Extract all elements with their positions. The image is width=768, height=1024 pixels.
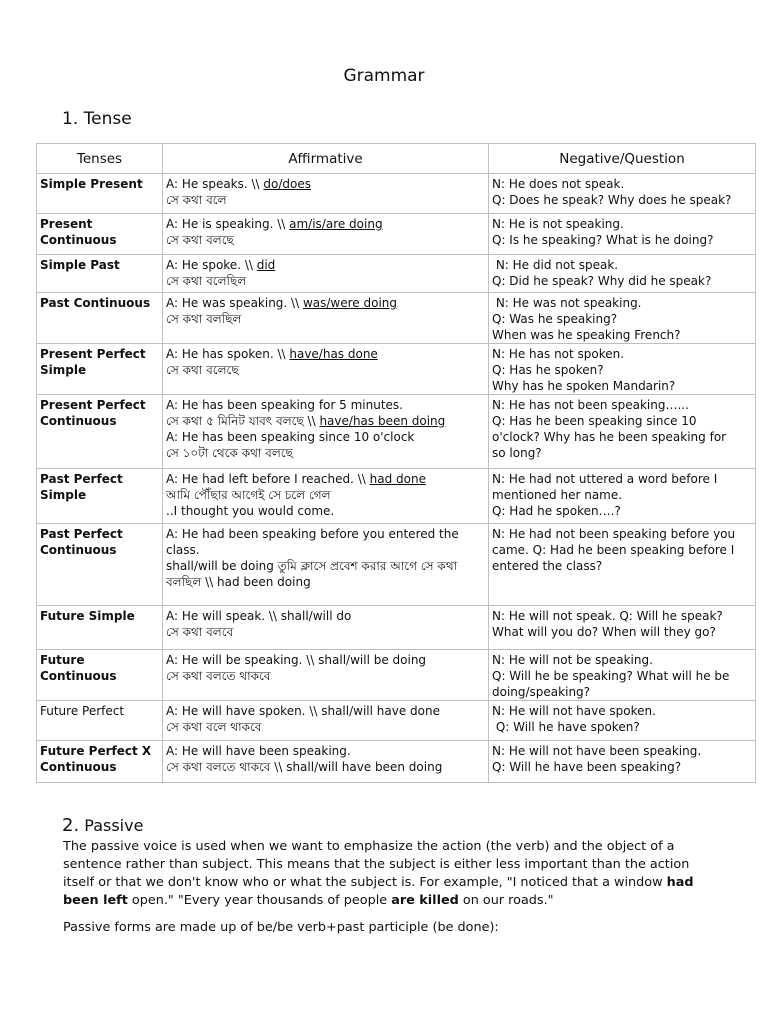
tense-name-cell	[37, 701, 163, 741]
table-header-row	[37, 144, 756, 174]
tense-name-cell	[37, 293, 163, 344]
affirmative-text: বলছিল \\ had been doing	[166, 575, 311, 589]
negative-question-cell	[489, 293, 756, 344]
affirmative-line	[166, 703, 485, 719]
negative-question-line: Q: Does he speak? Why does he speak?	[492, 193, 732, 207]
negative-question-line: Q: Has he been speaking since 10	[492, 414, 697, 428]
negative-question-line: Q: Was he speaking?	[492, 312, 618, 326]
affirmative-text: A: He had left before I reached. \\	[166, 472, 370, 486]
affirmative-line	[166, 719, 485, 735]
affirmative-cell	[163, 606, 489, 650]
negative-question-line: doing/speaking?	[492, 685, 591, 699]
affirmative-line	[166, 542, 485, 558]
table-row	[37, 650, 756, 701]
affirmative-text: A: He was speaking. \\	[166, 296, 303, 310]
tense-name: Past Continuous	[40, 296, 151, 310]
negative-question-line: Q: Had he spoken….?	[492, 504, 621, 518]
tense-name-cell	[37, 255, 163, 293]
verb-form-underlined: am/is/are doing	[289, 217, 383, 231]
table-row	[37, 293, 756, 344]
affirmative-text: A: He has been speaking for 5 minutes.	[166, 398, 403, 412]
affirmative-text: A: He is speaking. \\	[166, 217, 290, 231]
affirmative-text: ..I thought you would come.	[166, 504, 335, 518]
affirmative-cell	[163, 344, 489, 395]
table-row	[37, 741, 756, 783]
tense-name: Past Perfect	[40, 527, 123, 541]
affirmative-text: সে কথা বলে	[166, 193, 227, 207]
affirmative-cell	[163, 214, 489, 255]
affirmative-line	[166, 624, 485, 640]
negative-question-line: N: He had not been speaking before you	[492, 527, 736, 541]
affirmative-line	[166, 668, 485, 684]
affirmative-cell	[163, 174, 489, 214]
affirmative-line	[166, 176, 485, 192]
affirmative-cell	[163, 741, 489, 783]
negative-question-line: Why has he spoken Mandarin?	[492, 379, 676, 393]
tense-name: Present Perfect	[40, 398, 146, 412]
tense-name-cell	[37, 344, 163, 395]
negative-question-cell	[489, 701, 756, 741]
tense-name-cell	[37, 214, 163, 255]
tense-name: Present Perfect	[40, 347, 146, 361]
negative-question-line: Q: Has he spoken?	[492, 363, 604, 377]
affirmative-text: A: He will have spoken. \\ shall/will have done	[166, 704, 440, 718]
passive-paragraph	[63, 838, 713, 910]
affirmative-line	[166, 311, 485, 327]
negative-question-cell	[489, 524, 756, 606]
affirmative-cell	[163, 293, 489, 344]
affirmative-text: A: He has been speaking since 10 o'clock	[166, 430, 415, 444]
affirmative-text: A: He had been speaking before you entered the	[166, 527, 459, 541]
negative-question-line: Q: Is he speaking? What is he doing?	[492, 233, 714, 247]
affirmative-line	[166, 192, 485, 208]
negative-question-line: N: He will not be speaking.	[492, 653, 653, 667]
affirmative-line	[166, 257, 485, 273]
passive-text: on our roads."	[458, 893, 554, 908]
negative-question-line: N: He had not uttered a word before I	[492, 472, 718, 486]
tense-name: Simple Past	[40, 258, 120, 272]
section-number: 2.	[62, 815, 80, 836]
negative-question-line: Q: Did he speak? Why did he speak?	[492, 274, 712, 288]
negative-question-line: came. Q: Had he been speaking before I	[492, 543, 735, 557]
negative-question-line: Q: Will he have been speaking?	[492, 760, 682, 774]
negative-question-cell	[489, 606, 756, 650]
verb-form-underlined: do/does	[263, 177, 312, 191]
table-row	[37, 524, 756, 606]
negative-question-line: N: He does not speak.	[492, 177, 625, 191]
negative-question-cell	[489, 395, 756, 469]
affirmative-text: A: He speaks. \\	[166, 177, 264, 191]
affirmative-cell	[163, 255, 489, 293]
affirmative-line	[166, 445, 485, 461]
negative-question-line: N: He will not have been speaking.	[492, 744, 702, 758]
negative-question-line: N: He will not have spoken.	[492, 704, 656, 718]
table-row	[37, 701, 756, 741]
passive-text: open." "Every year thousands of people	[127, 893, 392, 908]
passive-text: The passive voice is used when we want to emphasize the action (the verb) and the object of a sentence rather than subject. This means that the subject is either less important than the action itself or that we don't know who or what the subject is. For example, "I noticed that a window	[63, 839, 690, 890]
affirmative-line	[166, 216, 485, 232]
affirmative-cell	[163, 701, 489, 741]
affirmative-cell	[163, 650, 489, 701]
tense-name-cell	[37, 174, 163, 214]
tense-name: Future Continuous	[40, 653, 117, 683]
passive-bold-example: had been left	[63, 875, 694, 908]
passive-form-paragraph: Passive forms are made up of be/be verb+past participle (be done):	[63, 920, 499, 935]
affirmative-line	[166, 413, 485, 429]
negative-question-cell	[489, 650, 756, 701]
verb-form-underlined: was/were doing	[302, 296, 397, 310]
tense-name-cell	[37, 469, 163, 524]
tense-table	[36, 143, 756, 783]
tense-name-cell	[37, 741, 163, 783]
affirmative-line	[166, 608, 485, 624]
passive-bold-example: are killed	[391, 893, 459, 908]
affirmative-line	[166, 295, 485, 311]
affirmative-text: সে কথা বলছে	[166, 233, 234, 247]
negative-question-line: Q: Will he have spoken?	[492, 720, 640, 734]
tense-name: Simple	[40, 363, 87, 377]
tense-name-cell	[37, 650, 163, 701]
affirmative-text: A: He spoke. \\	[166, 258, 257, 272]
affirmative-line	[166, 652, 485, 668]
negative-question-cell	[489, 469, 756, 524]
negative-question-line: What will you do? When will they go?	[492, 625, 716, 639]
tense-name: Present	[40, 217, 93, 231]
verb-form-underlined: had done	[369, 472, 426, 486]
affirmative-line	[166, 346, 485, 362]
negative-question-line: Q: Will he be speaking? What will he be	[492, 669, 730, 683]
tense-name-cell	[37, 395, 163, 469]
affirmative-text: shall/will be doing তুমি ক্লাসে প্রবেশ করার আগে সে কথা	[166, 559, 458, 573]
affirmative-text: সে কথা বলতে থাকবে	[166, 669, 271, 683]
verb-form-underlined: did	[256, 258, 276, 272]
tense-name: Continuous	[40, 760, 117, 774]
affirmative-text: আমি পৌঁছার আগেই সে চলে গেল	[166, 488, 331, 502]
tense-name: Simple Present	[40, 177, 143, 191]
affirmative-line	[166, 574, 485, 590]
affirmative-line	[166, 558, 485, 574]
negative-question-line: N: He will not speak. Q: Will he speak?	[492, 609, 723, 623]
negative-question-line: entered the class?	[492, 559, 603, 573]
section-heading-passive	[62, 815, 143, 836]
tense-name-cell	[37, 524, 163, 606]
table-row	[37, 395, 756, 469]
affirmative-line	[166, 759, 485, 775]
negative-question-line: N: He did not speak.	[492, 258, 619, 272]
tense-name: Future Simple	[40, 609, 135, 623]
verb-form-underlined: have/has done	[289, 347, 378, 361]
table-row	[37, 255, 756, 293]
affirmative-line	[166, 429, 485, 445]
table-row	[37, 606, 756, 650]
negative-question-cell	[489, 174, 756, 214]
negative-question-line: N: He has not spoken.	[492, 347, 625, 361]
negative-question-cell	[489, 255, 756, 293]
negative-question-line: When was he speaking French?	[492, 328, 681, 342]
affirmative-cell	[163, 469, 489, 524]
negative-question-line: o'clock? Why has he been speaking for	[492, 430, 727, 444]
affirmative-text: সে কথা বলেছে	[166, 363, 239, 377]
affirmative-text: class.	[166, 543, 200, 557]
affirmative-text: A: He has spoken. \\	[166, 347, 290, 361]
tense-name: Future Perfect	[40, 704, 125, 718]
negative-question-line: N: He has not been speaking…...	[492, 398, 689, 412]
section-heading-tense: 1. Tense	[62, 109, 132, 129]
affirmative-text: সে কথা বলছিল	[166, 312, 242, 326]
tense-name: Continuous	[40, 543, 117, 557]
affirmative-cell	[163, 395, 489, 469]
negative-question-line: N: He was not speaking.	[492, 296, 642, 310]
column-header-affirmative: Affirmative	[163, 144, 489, 174]
affirmative-line	[166, 743, 485, 759]
affirmative-line	[166, 471, 485, 487]
affirmative-line	[166, 397, 485, 413]
negative-question-line: N: He is not speaking.	[492, 217, 624, 231]
affirmative-line	[166, 526, 485, 542]
affirmative-cell	[163, 524, 489, 606]
tense-name: Continuous	[40, 233, 117, 247]
negative-question-cell	[489, 741, 756, 783]
affirmative-line	[166, 232, 485, 248]
affirmative-text: সে কথা বলতে থাকবে \\ shall/will have been doing	[166, 760, 443, 774]
tense-name: Simple	[40, 488, 87, 502]
tense-name: Past Perfect	[40, 472, 123, 486]
negative-question-cell	[489, 214, 756, 255]
affirmative-line	[166, 362, 485, 378]
affirmative-text: সে কথা বলেছিল	[166, 274, 247, 288]
negative-question-line: mentioned her name.	[492, 488, 623, 502]
verb-form-underlined: have/has been doing	[319, 414, 446, 428]
table-row	[37, 344, 756, 395]
affirmative-text: সে কথা ৫ মিনিট যাবৎ বলছে \\	[166, 414, 320, 428]
table-row	[37, 469, 756, 524]
table-row	[37, 214, 756, 255]
affirmative-text: সে ১০টা থেকে কথা বলছে	[166, 446, 293, 460]
tense-name: Continuous	[40, 414, 117, 428]
section-title: Passive	[79, 816, 144, 835]
affirmative-text: সে কথা বলে থাকবে	[166, 720, 262, 734]
affirmative-text: A: He will speak. \\ shall/will do	[166, 609, 352, 623]
affirmative-line	[166, 273, 485, 289]
affirmative-text: সে কথা বলবে	[166, 625, 234, 639]
affirmative-text: A: He will have been speaking.	[166, 744, 351, 758]
column-header-negative-question: Negative/Question	[489, 144, 756, 174]
tense-name: Future Perfect X	[40, 744, 152, 758]
tense-name-cell	[37, 606, 163, 650]
negative-question-cell	[489, 344, 756, 395]
affirmative-text: A: He will be speaking. \\ shall/will be doing	[166, 653, 427, 667]
affirmative-line	[166, 503, 485, 519]
page-title: Grammar	[343, 66, 425, 86]
column-header-tenses: Tenses	[37, 144, 163, 174]
negative-question-line: so long?	[492, 446, 542, 460]
table-row	[37, 174, 756, 214]
affirmative-line	[166, 487, 485, 503]
